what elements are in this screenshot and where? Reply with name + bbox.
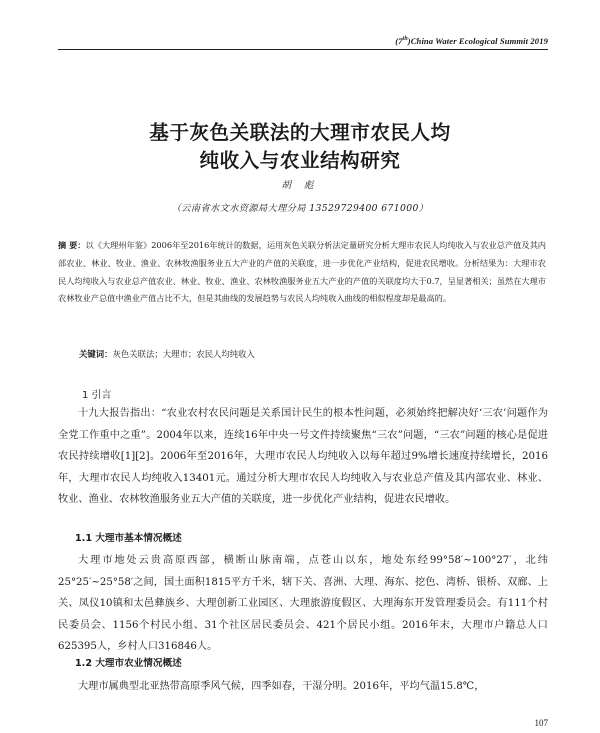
author: 胡 彪 [281,180,319,191]
abstract-label: 摘 要： [58,240,86,250]
section-heading-introduction: 1 引言 [82,390,112,401]
agriculture-overview-paragraph: 大理市属典型北亚热带高原季风气候，四季如春，干湿分明。2016年，平均气温15.8℃， [78,681,485,692]
keywords [79,348,255,360]
running-header: (7th)China Water Ecological Summit 2019 [395,36,548,46]
abstract [58,237,546,308]
title-line-2: 纯收入与农业结构研究 [199,149,401,172]
title-line-1: 基于灰色关联法的大理市农民人均 [149,121,451,144]
intro-paragraph: 十九大报告指出：“农业农村农民问题是关系国计民生的根本性问题，必须始终把解决好‘三农’问题作为全党工作重中之重”。2004年以来，连续16年中央一号文件持续聚焦“三农”问题，“三农”问题的核心是促进农民持续增收[1][2]。2006年至2016年，大理市农民人均纯收入以每年超过9%增长速度持续增长，2016年，大理市农民人均纯收入13401元。通过分析大理市农民人均纯收入与农业总产值及其内部农业、林业、牧业、渔业、农林牧渔服务业五大产值的关联度，进一步优化产业结构，促进农民增收。 [58,408,548,506]
affiliation: （云南省水文水资源局大理分局 13529729400 671000） [171,203,429,214]
page-number: 107 [534,718,548,728]
subsection-heading-agriculture-overview: 1.2 大理市农业情况概述 [75,658,182,669]
keywords-label: 关键词： [79,349,113,359]
keywords-text: 灰色关联法；大理市；农民人均纯收入 [112,349,255,359]
subsection-heading-basic-overview: 1.1 大理市基本情况概述 [75,533,182,544]
abstract-text: 以《大理州年鉴》2006年至2016年统计的数据，运用灰色关联分析法定量研究分析大理市农民人均纯收入与农业总产值及其内部农业、林业、牧业、渔业、农林牧渔服务业五大产业的产值的关联度，进一步优化产业结构，促进农民增收。分析结果为：大理市农民人均纯收入与农业总产值农业、林业、牧业、渔业、农林牧渔服务业五大产业的产值的关联度均大于0.7，呈显著相关；虽然在大理市农林牧业产总值中渔业产值占比不大，但是其曲线的发展趋势与农民人均纯收入曲线的相似程度却是最高的。 [58,240,546,304]
basic-overview-paragraph: 大理市地处云贵高原西部，横断山脉南端，点苍山以东，地处东经99°58′~100°27′，北纬25°25′~25°58′之间，国土面积1815平方千米，辖下关、喜洲、大理、海东、挖色、湾桥、银桥、双廊、上关、凤仪10镇和太邑彝族乡、大理创新工业园区、大理旅游度假区、大理海东开发管理委员会。有111个村民委员会、1156个村民小组、31个社区居民委员会、421个居民小组。2016年末，大理市户籍总人口625395人，乡村人口316846人。 [58,555,548,653]
header-rule [58,49,548,50]
